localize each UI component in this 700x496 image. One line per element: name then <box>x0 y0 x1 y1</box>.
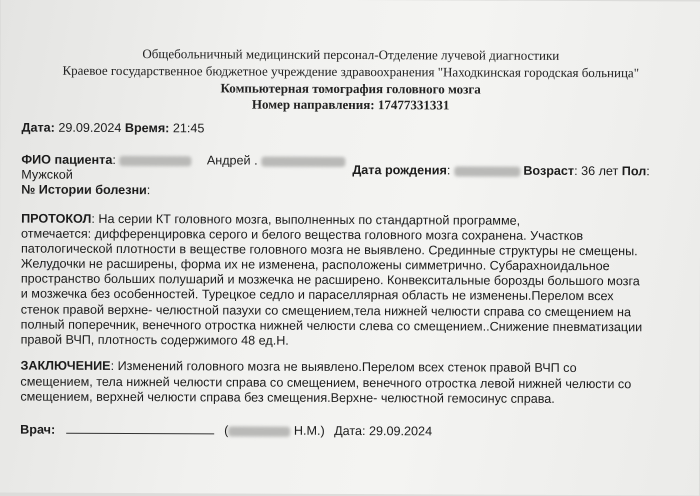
birth-date-colon: : <box>446 163 451 178</box>
protocol-line: пространство больших полушарий и мозжечка не расширено. Конвекситальные борозды большого мозга <box>20 271 640 289</box>
protocol-text: : На серии КТ головного мозга, выполненных по стандартной программе, <box>91 211 521 228</box>
doctor-initials: Н.М.) <box>293 423 325 438</box>
open-paren: ( <box>224 423 229 438</box>
date-label: Дата: <box>21 120 55 135</box>
sex-value: Мужской <box>21 167 73 182</box>
sex-colon: : <box>646 164 650 179</box>
patient-first-name: Андрей <box>206 153 251 168</box>
protocol-line: полный поперечник, венечного отростка нижней челюсти слева со смещением..Снижение пневматизации <box>20 317 643 334</box>
history-label: № Истории болезни <box>21 182 147 198</box>
visit-datetime <box>21 121 204 137</box>
conclusion-line: смещением, тела нижней челюсти справа со смещением, венечного отростка левой нижней челюсти со <box>20 374 632 391</box>
conclusion-text: : Изменений головного мозга не выявлено.Перелом всех стенок правой ВЧП со <box>110 358 577 375</box>
time-label: Время: <box>124 121 170 136</box>
signature-field <box>67 423 215 435</box>
signature-line <box>20 423 432 440</box>
birth-date-label: Дата рождения <box>352 163 447 178</box>
sex-label: Пол <box>621 164 647 179</box>
patient-name-dot: . <box>254 153 258 168</box>
institution-line: Краевое государственное бюджетное учреждение здравоохранения "Находкинская городская больница" <box>62 62 640 81</box>
conclusion-section <box>20 359 690 409</box>
protocol-line: патологической плотности в веществе головного мозга не выявлено. Срединные структуры не смещены. <box>20 241 638 259</box>
redacted-patronymic <box>261 156 345 166</box>
redacted-doctor-name <box>228 426 290 436</box>
doctor-label: Врач: <box>20 422 56 437</box>
signature-date-label: Дата: <box>334 423 366 439</box>
time-value: 21:45 <box>172 121 205 136</box>
history-line <box>21 183 150 199</box>
referral-number: Номер направления: 17477331331 <box>251 96 450 113</box>
birth-age-line <box>352 163 649 180</box>
patient-name-label: ФИО пациента <box>21 152 113 167</box>
study-title: Компьютерная томография головного мозга <box>220 80 481 97</box>
history-colon: : <box>146 183 151 198</box>
conclusion-label: ЗАКЛЮЧЕНИЕ <box>20 358 111 373</box>
protocol-line: стенок правой верхне- челюстной пазухи со смещением,тела нижней челюсти справа со смещением на <box>20 302 632 319</box>
age-value: : 36 лет <box>574 163 619 179</box>
signature-date-value: 29.09.2024 <box>369 424 433 439</box>
protocol-line: отмечается: дифференцировка серого и белого вещества головного мозга сохранена. Участков <box>21 226 584 244</box>
department-line: Общебольничный медицинский персонал-Отделение лучевой диагностики <box>142 46 560 63</box>
date-value: 29.09.2024 <box>58 120 122 136</box>
patient-name-colon: : <box>112 152 116 167</box>
age-label: Возраст <box>523 163 575 178</box>
protocol-line: правой ВЧП, плотность содержимого 48 ед.Н. <box>20 332 289 348</box>
protocol-line: Желудочки не расширены, форма их не изменена, расположены симметрично. Субарахноидальное <box>20 256 610 274</box>
redacted-surname <box>119 156 191 166</box>
redacted-birth-date <box>454 166 520 176</box>
protocol-label: ПРОТОКОЛ <box>21 211 92 226</box>
conclusion-line: смещением, верхней челюсти справа без смещения.Верхне- челюстной гемосинус справа. <box>20 389 555 407</box>
protocol-section <box>21 212 692 351</box>
protocol-line: и мозжечка без особенностей. Турецкое седло и параселлярная область не изменены.Перелом всех <box>20 287 614 304</box>
